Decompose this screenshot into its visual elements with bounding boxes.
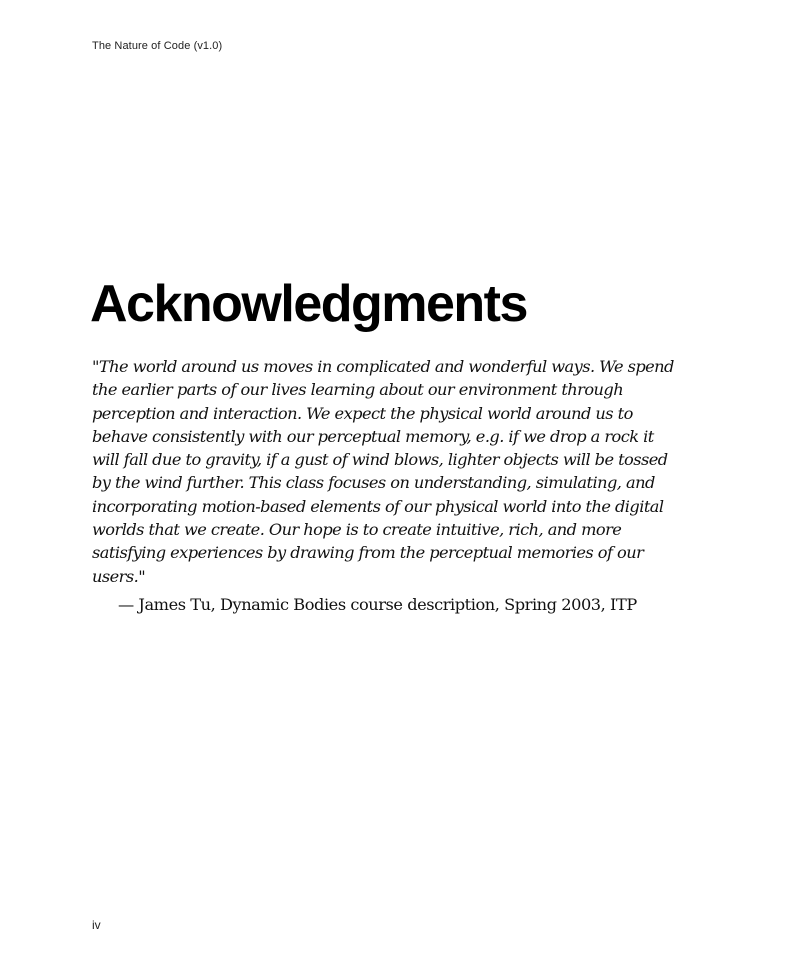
page-number: iv bbox=[92, 918, 101, 932]
running-header: The Nature of Code (v1.0) bbox=[92, 40, 223, 52]
page-title: Acknowledgments bbox=[90, 275, 527, 333]
epigraph-attribution: — James Tu, Dynamic Bodies course description, Spring 2003, ITP bbox=[118, 595, 637, 614]
epigraph-quote: "The world around us moves in complicated and wonderful ways. We spend the earlier parts of our lives learning about our environment through perception and interaction. We expect the physical world around us to behave consistently with our perceptual memory, e.g. if we drop a rock it will fall due to gravity, if a gust of wind blows, lighter objects will be tossed by the wind further. This class focuses on understanding, simulating, and incorporating motion-based elements of our physical world into the digital worlds that we create. Our hope is to create intuitive, rich, and more satisfying experiences by drawing from the perceptual memories of our users." bbox=[92, 357, 674, 586]
